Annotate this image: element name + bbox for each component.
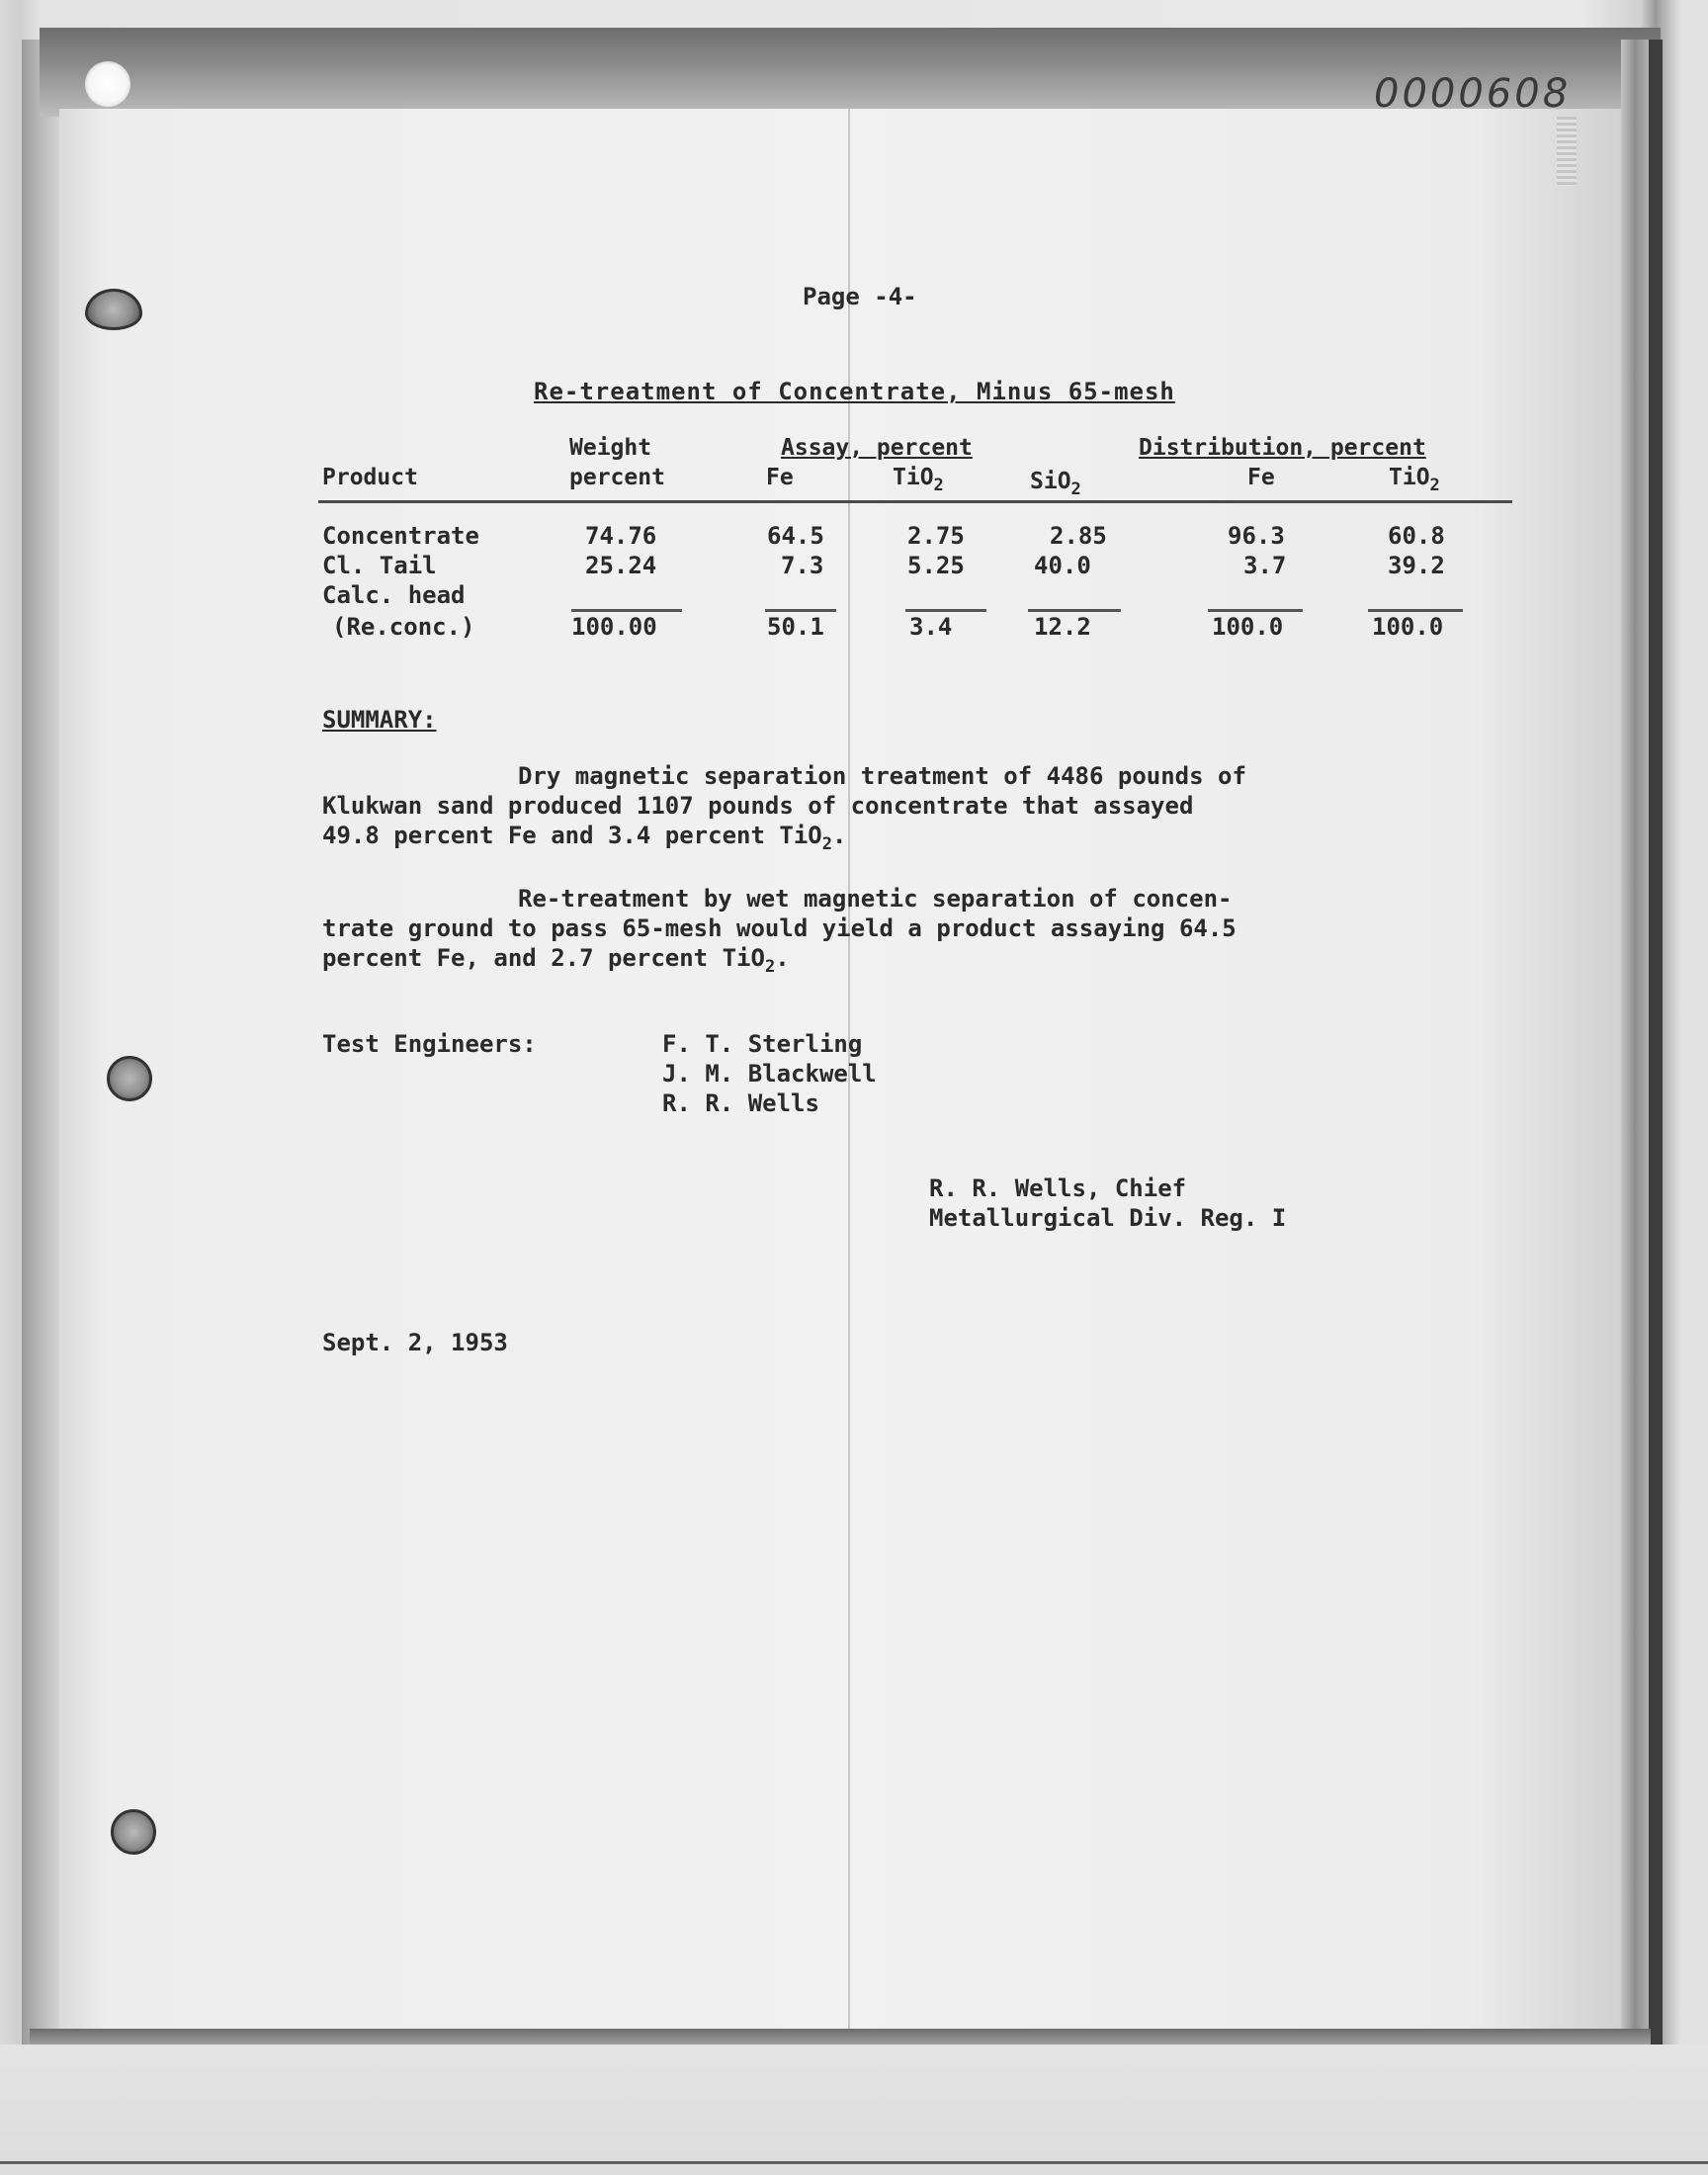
row-calc-head-product-2: (Re.conc.) [332,613,475,641]
row-calc-head-weight: 100.00 [571,613,657,641]
row-concentrate-dist-fe: 96.3 [1228,522,1285,550]
row-concentrate-dist-tio2: 60.8 [1388,522,1445,550]
row-cl-tail-dist-tio2: 39.2 [1388,552,1445,579]
header-assay-group: Assay, percent [781,435,973,461]
row-calc-head-fe: 50.1 [767,613,824,641]
header-weight: Weight [569,435,652,461]
summary-para2-line1: Re-treatment by wet magnetic separation of concen- [518,885,1233,913]
scan-right-border [1649,40,1663,2175]
paper-bottom-edge [30,2029,1651,2044]
sum-rule [1368,609,1463,612]
page-label: Page -4- [803,283,917,310]
header-dist-tio2: TiO$_2$ [1389,465,1440,495]
row-concentrate-weight: 74.76 [585,522,657,550]
paper-right-edge [1621,40,1649,2046]
scan-bottom-area [0,2044,1708,2175]
test-engineers-label: Test Engineers: [322,1030,537,1058]
engineer-name: F. T. Sterling [662,1030,863,1058]
signature-line-1: R. R. Wells, Chief [929,1174,1187,1202]
paper-left-edge [22,40,61,2046]
document-date: Sept. 2, 1953 [322,1329,508,1356]
sum-rule [1208,609,1303,612]
header-assay-fe: Fe [766,465,794,490]
summary-para1-line2: Klukwan sand produced 1107 pounds of concentrate that assayed [322,792,1194,820]
document-number: 0000608 [1374,71,1572,117]
summary-para2-line2: trate ground to pass 65-mesh would yield a product assaying 64.5 [322,914,1237,942]
summary-para2-line3: percent Fe, and 2.7 percent TiO$_2$. [322,944,790,977]
row-cl-tail-sio2: 40.0 [1034,552,1091,579]
row-calc-head-dist-fe: 100.0 [1212,613,1284,641]
summary-heading: SUMMARY: [322,706,437,734]
summary-para1-line3: 49.8 percent Fe and 3.4 percent TiO$_2$. [322,822,847,854]
engineer-name: R. R. Wells [662,1089,819,1117]
header-distribution-group: Distribution, percent [1139,435,1426,461]
row-calc-head-product: Calc. head [322,581,466,609]
punch-hole-icon [107,1056,152,1101]
header-product: Product [322,465,418,490]
row-concentrate-product: Concentrate [322,522,479,550]
row-concentrate-tio2: 2.75 [907,522,965,550]
row-cl-tail-product: Cl. Tail [322,552,437,579]
header-assay-tio2: TiO$_2$ [893,465,944,495]
header-assay-sio2: SiO$_2$ [1030,469,1081,499]
row-calc-head-dist-tio2: 100.0 [1372,613,1444,641]
row-cl-tail-tio2: 5.25 [907,552,965,579]
header-weight-percent: percent [569,465,665,490]
row-cl-tail-dist-fe: 3.7 [1243,552,1287,579]
row-concentrate-fe: 64.5 [767,522,824,550]
punch-hole-icon [111,1809,156,1855]
sum-rule [765,609,836,612]
header-dist-fe: Fe [1247,465,1275,490]
table-title: Re-treatment of Concentrate, Minus 65-mesh [534,378,1175,405]
stamp-mark [1557,117,1577,186]
summary-para1-line1: Dry magnetic separation treatment of 4486 pounds of [518,762,1246,790]
glare-spot [85,61,130,107]
sum-rule [571,609,682,612]
scan-bottom-line [0,2161,1708,2164]
header-rule [318,500,1512,503]
row-cl-tail-weight: 25.24 [585,552,657,579]
punch-hole-icon [85,289,142,330]
sum-rule [905,609,986,612]
engineer-name: J. M. Blackwell [662,1060,877,1088]
signature-line-2: Metallurgical Div. Reg. I [929,1204,1287,1232]
row-cl-tail-fe: 7.3 [781,552,824,579]
row-calc-head-sio2: 12.2 [1034,613,1091,641]
row-calc-head-tio2: 3.4 [909,613,953,641]
sum-rule [1028,609,1121,612]
row-concentrate-sio2: 2.85 [1050,522,1107,550]
